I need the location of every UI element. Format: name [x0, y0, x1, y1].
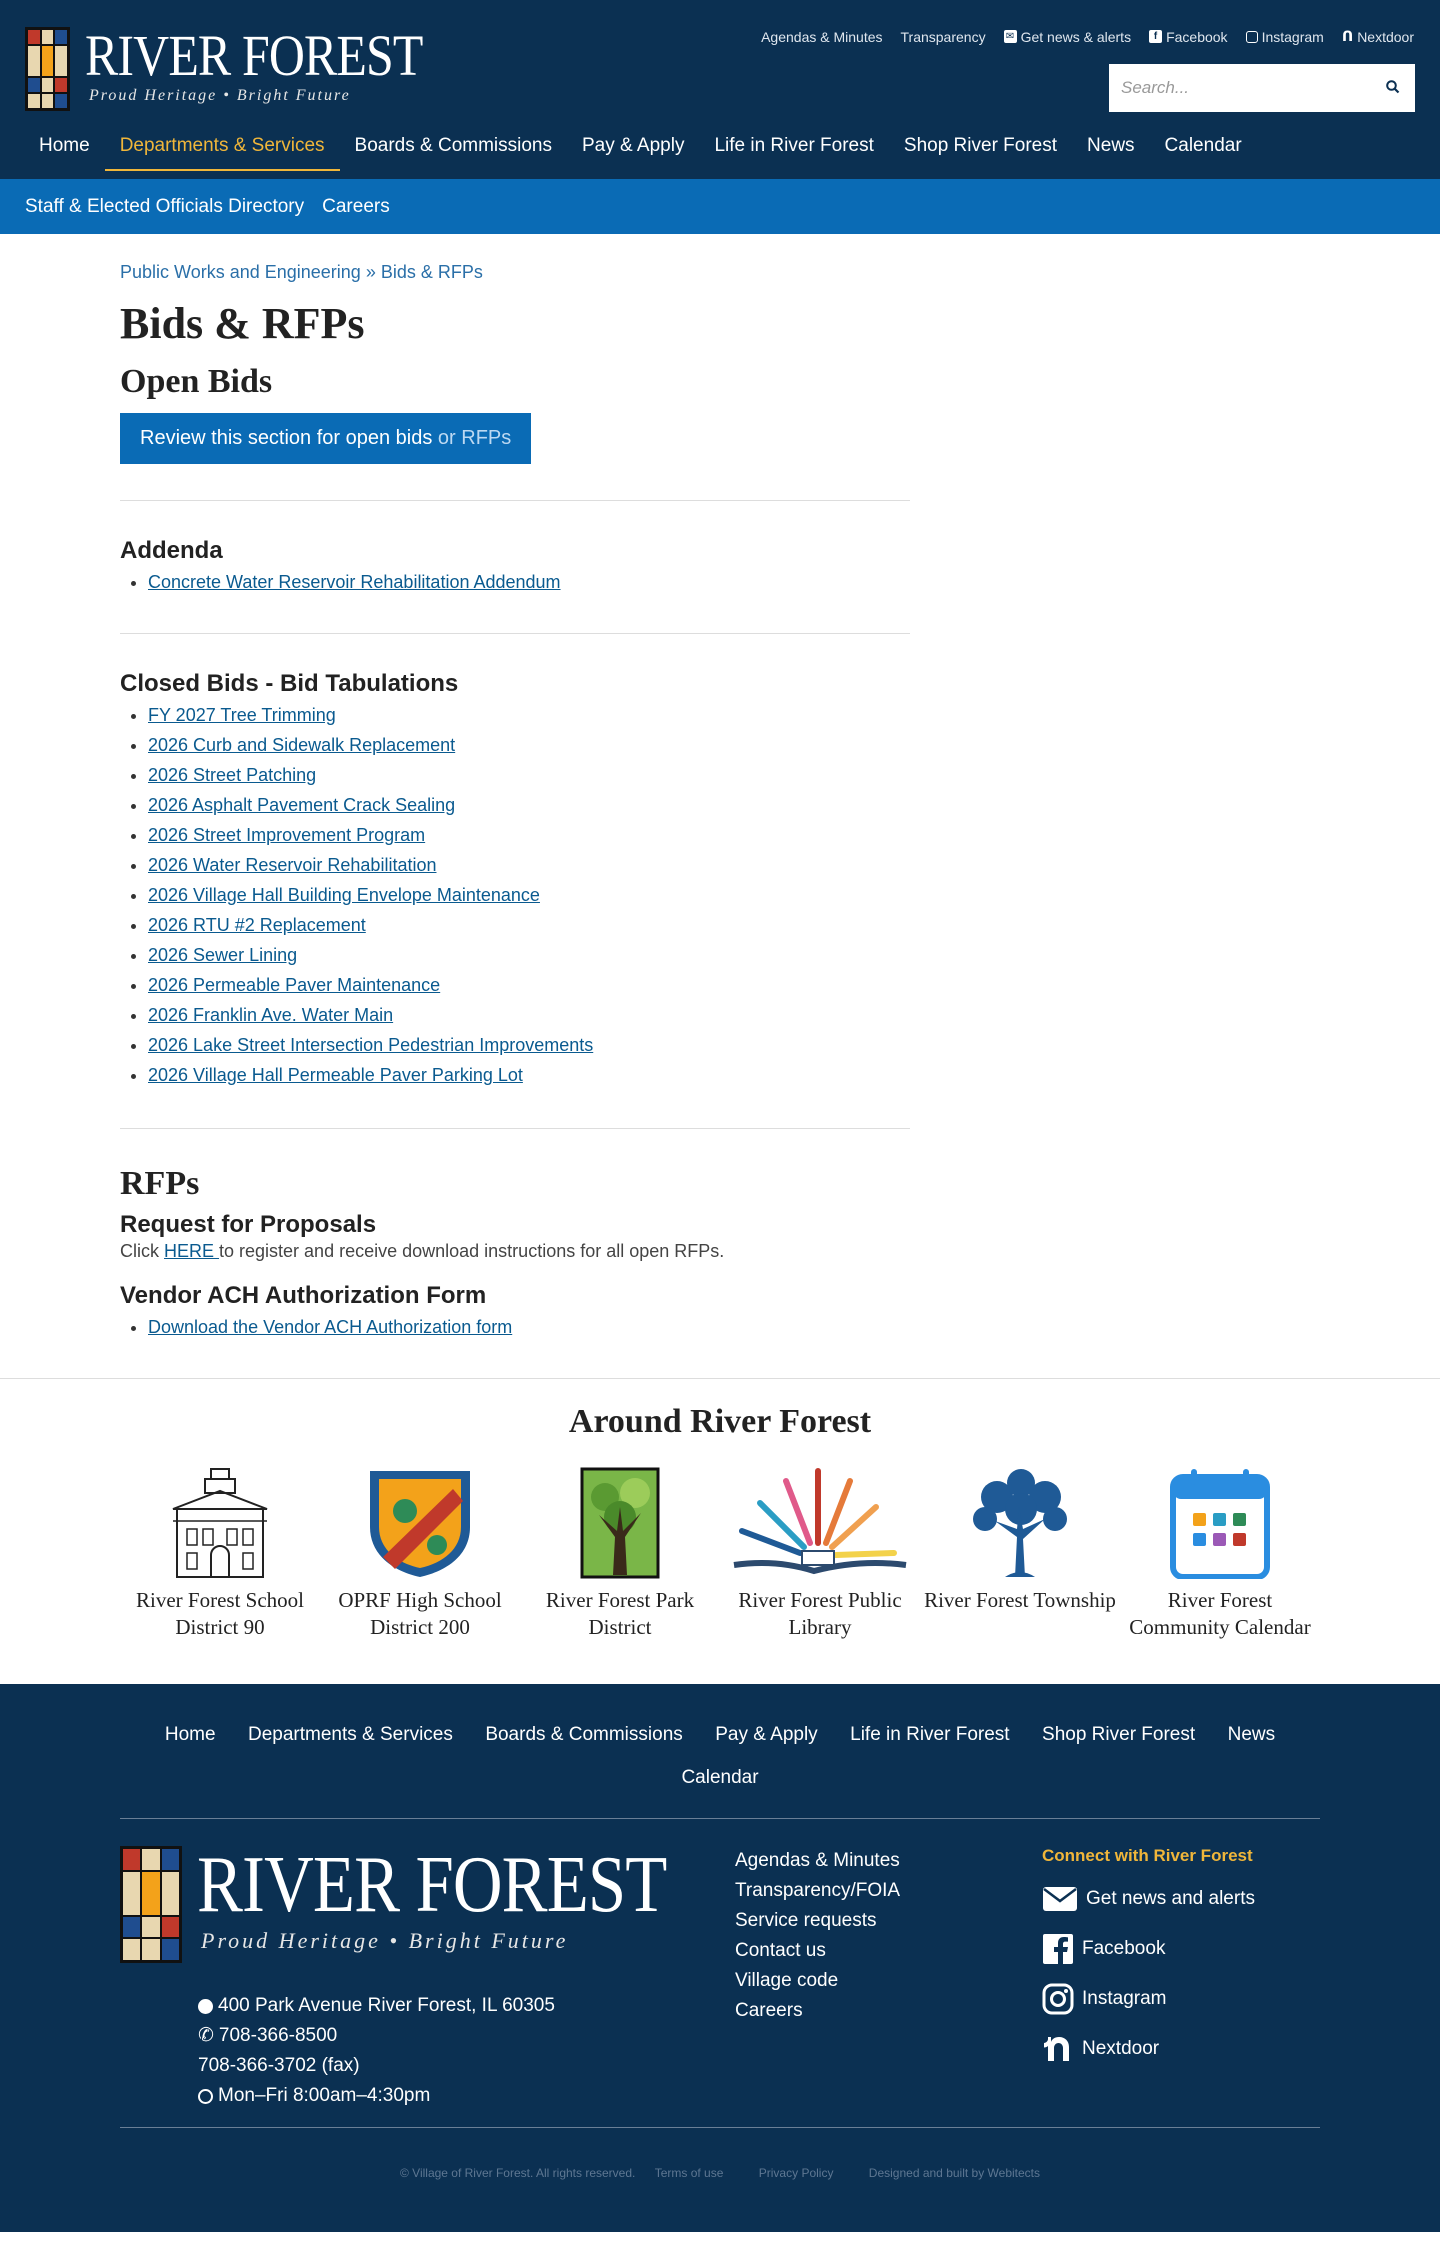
utility-nextdoor-link[interactable]: ᑎ Nextdoor — [1341, 28, 1414, 45]
list-item — [148, 1030, 910, 1060]
list-item — [148, 790, 910, 820]
privacy-link[interactable]: Privacy Policy — [758, 2166, 834, 2180]
footer-nav-news[interactable]: News — [1227, 1724, 1276, 1745]
closed-bid-link[interactable]: 2026 RTU #2 Replacement — [148, 915, 366, 935]
around-park-district[interactable] — [520, 1467, 720, 1641]
connect-instagram[interactable]: Instagram — [1042, 1982, 1255, 2016]
utility-facebook-link[interactable]: f Facebook — [1149, 28, 1227, 45]
instagram-icon — [1042, 1983, 1074, 2015]
footer-nav-boards[interactable]: Boards & Commissions — [485, 1724, 683, 1745]
closed-bid-link[interactable]: 2026 Sewer Lining — [148, 945, 298, 965]
footer-link-careers[interactable]: Careers — [735, 2000, 803, 2021]
logo-mark-icon — [25, 27, 70, 111]
rfp-subheading: Request for Proposals — [120, 1211, 377, 1238]
footer-address: 400 Park Avenue River Forest, IL 60305 — [218, 1995, 555, 2016]
sub-nav — [0, 179, 1440, 234]
footer-contact-info — [198, 1991, 555, 2111]
subnav-staff-directory[interactable]: Staff & Elected Officials Directory — [25, 195, 305, 217]
footer-nav — [110, 1684, 1330, 1800]
subnav-careers[interactable]: Careers — [322, 195, 390, 217]
list-item — [148, 880, 910, 910]
phone-icon: ✆ — [198, 2025, 214, 2046]
terms-link[interactable]: Terms of use — [654, 2166, 724, 2180]
list-item — [148, 940, 910, 970]
addendum-link[interactable]: Concrete Water Reservoir Rehabilitation Addendum — [148, 572, 561, 592]
closed-bid-link[interactable]: 2026 Village Hall Building Envelope Maintenance — [148, 885, 540, 905]
ach-list — [148, 1312, 910, 1342]
footer-connect — [1042, 1846, 1255, 2066]
open-bids-button[interactable]: Review this section for open bids or RFPs — [120, 413, 531, 464]
logo-mark-icon — [120, 1846, 182, 1963]
nav-boards-commissions[interactable]: Boards & Commissions — [354, 135, 552, 156]
divider — [120, 633, 910, 634]
closed-bids-list — [148, 700, 910, 1090]
connect-title: Connect with River Forest — [1042, 1846, 1253, 1865]
list-item — [148, 1312, 910, 1342]
footer-links — [735, 1846, 900, 2026]
closed-bid-link[interactable]: 2026 Water Reservoir Rehabilitation — [148, 855, 437, 875]
ach-download-link[interactable]: Download the Vendor ACH Authorization form — [148, 1317, 513, 1337]
addenda-heading: Addenda — [120, 537, 223, 564]
utility-news-alerts-link[interactable]: ✉ Get news & alerts — [1004, 28, 1132, 45]
closed-bid-link[interactable]: 2026 Franklin Ave. Water Main — [148, 1005, 394, 1025]
list-item — [148, 910, 910, 940]
envelope-icon: ✉ — [1004, 30, 1017, 43]
connect-facebook[interactable]: Facebook — [1042, 1932, 1255, 1966]
footer-link-service-requests[interactable]: Service requests — [735, 1910, 877, 1931]
closed-bid-link[interactable]: 2026 Asphalt Pavement Crack Sealing — [148, 795, 456, 815]
footer-logo-title: RIVER FOREST — [197, 1841, 667, 1929]
ach-heading: Vendor ACH Authorization Form — [120, 1282, 487, 1309]
around-item-label: River Forest Park District — [545, 1588, 695, 1639]
divider — [120, 1128, 910, 1129]
closed-bid-link[interactable]: 2026 Lake Street Intersection Pedestrian Improvements — [148, 1035, 594, 1055]
list-item — [148, 700, 910, 730]
around-item-label: River Forest Township — [924, 1588, 1116, 1612]
around-public-library[interactable] — [720, 1467, 920, 1641]
footer-link-contact[interactable]: Contact us — [735, 1940, 826, 1961]
footer-nav-life[interactable]: Life in River Forest — [850, 1724, 1010, 1745]
footer-divider — [120, 1818, 1320, 1819]
search-icon[interactable] — [1385, 79, 1401, 95]
nav-shop-river-forest[interactable]: Shop River Forest — [903, 135, 1058, 156]
envelope-icon — [1042, 1885, 1078, 1913]
list-item — [148, 820, 910, 850]
closed-bids-heading: Closed Bids - Bid Tabulations — [120, 670, 459, 697]
closed-bid-link[interactable]: 2026 Curb and Sidewalk Replacement — [148, 735, 456, 755]
footer-nav-calendar[interactable]: Calendar — [681, 1767, 759, 1788]
nav-news[interactable]: News — [1087, 135, 1135, 156]
footer-hours: Mon–Fri 8:00am–4:30pm — [218, 2085, 431, 2106]
around-school-district-90[interactable] — [120, 1467, 320, 1641]
divider — [120, 500, 910, 501]
utility-agendas-link[interactable]: Agendas & Minutes — [761, 28, 883, 45]
nav-home[interactable]: Home — [39, 135, 90, 156]
facebook-icon — [1042, 1933, 1074, 1965]
utility-transparency-link[interactable]: Transparency — [900, 28, 986, 45]
breadcrumb — [120, 262, 910, 283]
book-icon — [730, 1467, 910, 1579]
closed-bid-link[interactable]: 2026 Street Improvement Program — [148, 825, 426, 845]
connect-nextdoor[interactable]: Nextdoor — [1042, 2032, 1255, 2066]
around-section — [0, 1378, 1440, 1684]
footer-link-village-code[interactable]: Village code — [735, 1970, 839, 1991]
page-title: Bids & RFPs — [120, 299, 365, 348]
around-item-label: OPRF High School District 200 — [338, 1588, 502, 1639]
addenda-list — [148, 567, 910, 597]
nextdoor-icon: ᑎ — [1341, 28, 1354, 44]
breadcrumb-separator: » — [360, 262, 381, 282]
site-logo[interactable] — [25, 23, 477, 111]
nav-pay-apply[interactable]: Pay & Apply — [582, 135, 685, 156]
closed-bid-link[interactable]: FY 2027 Tree Trimming — [148, 705, 336, 725]
footer-link-transparency[interactable]: Transparency/FOIA — [735, 1880, 901, 1901]
clock-icon — [198, 2089, 213, 2104]
utility-instagram-link[interactable]: Instagram — [1246, 28, 1324, 45]
footer-fax: 708-366-3702 (fax) — [198, 2055, 360, 2076]
list-item — [148, 1000, 910, 1030]
list-item — [148, 760, 910, 790]
closed-bid-link[interactable]: 2026 Village Hall Permeable Paver Parking Lot — [148, 1065, 523, 1085]
footer-logo-tagline: Proud Heritage • Bright Future — [201, 1928, 569, 1953]
rfp-register-link[interactable]: HERE — [164, 1241, 220, 1261]
around-item-label: River Forest Public Library — [738, 1588, 902, 1639]
around-oprf-district-200[interactable] — [320, 1467, 520, 1641]
footer-logo[interactable] — [120, 1841, 743, 1963]
rfp-instructions: Click HERE to register and receive download instructions for all open RFPs. — [120, 1241, 725, 1261]
breadcrumb-current-link[interactable]: Bids & RFPs — [380, 262, 483, 282]
footer-nav-home[interactable]: Home — [164, 1724, 216, 1745]
nextdoor-icon — [1042, 2035, 1074, 2063]
around-item-label: River Forest School District 90 — [136, 1588, 304, 1639]
search-input[interactable] — [1109, 65, 1359, 111]
main-content — [120, 234, 910, 1378]
nav-calendar[interactable]: Calendar — [1164, 135, 1242, 156]
list-item — [148, 850, 910, 880]
around-community-calendar[interactable] — [1120, 1467, 1320, 1641]
township-tree-icon — [955, 1467, 1085, 1579]
footer-nav-departments[interactable]: Departments & Services — [248, 1724, 453, 1745]
credit-link[interactable]: Designed and built by Webitects — [868, 2166, 1041, 2180]
around-item-label: River Forest Community Calendar — [1129, 1588, 1311, 1639]
globe-icon — [198, 1999, 213, 2014]
footer-bottom-divider — [120, 2127, 1320, 2128]
site-header — [0, 0, 1440, 179]
facebook-icon: f — [1149, 30, 1162, 43]
copyright-text: © Village of River Forest. All rights reserved. — [399, 2166, 636, 2180]
logo-tagline: Proud Heritage • Bright Future — [89, 87, 351, 104]
utility-nav — [761, 28, 1414, 45]
main-nav — [24, 128, 1257, 171]
list-item — [148, 730, 910, 760]
instagram-icon — [1246, 31, 1258, 43]
open-bids-heading: Open Bids — [120, 363, 273, 400]
footer-nav-pay-apply[interactable]: Pay & Apply — [715, 1724, 818, 1745]
footer-link-agendas[interactable]: Agendas & Minutes — [735, 1850, 900, 1871]
list-item — [148, 970, 910, 1000]
logo-title: RIVER FOREST — [85, 23, 423, 88]
breadcrumb-parent-link[interactable]: Public Works and Engineering — [120, 262, 361, 282]
closed-bid-link[interactable]: 2026 Permeable Paver Maintenance — [148, 975, 441, 995]
list-item — [148, 567, 910, 597]
nav-departments-services[interactable]: Departments & Services — [105, 128, 340, 171]
footer-copyright — [0, 2166, 1440, 2180]
footer-nav-shop[interactable]: Shop River Forest — [1042, 1724, 1196, 1745]
closed-bid-link[interactable]: 2026 Street Patching — [148, 765, 317, 785]
rfps-heading: RFPs — [120, 1165, 200, 1202]
calendar-icon — [1155, 1467, 1285, 1579]
tree-icon — [555, 1467, 685, 1579]
search-box — [1109, 64, 1415, 112]
around-township[interactable] — [920, 1467, 1120, 1641]
connect-news-alerts[interactable]: Get news and alerts — [1042, 1882, 1255, 1916]
footer-phone: 708-366-8500 — [218, 2025, 338, 2046]
crest-icon — [355, 1467, 485, 1579]
nav-life-in-river-forest[interactable]: Life in River Forest — [714, 135, 874, 156]
site-footer — [0, 1684, 1440, 2232]
around-heading: Around River Forest — [568, 1403, 872, 1440]
school-building-icon — [155, 1467, 285, 1579]
list-item — [148, 1060, 910, 1090]
